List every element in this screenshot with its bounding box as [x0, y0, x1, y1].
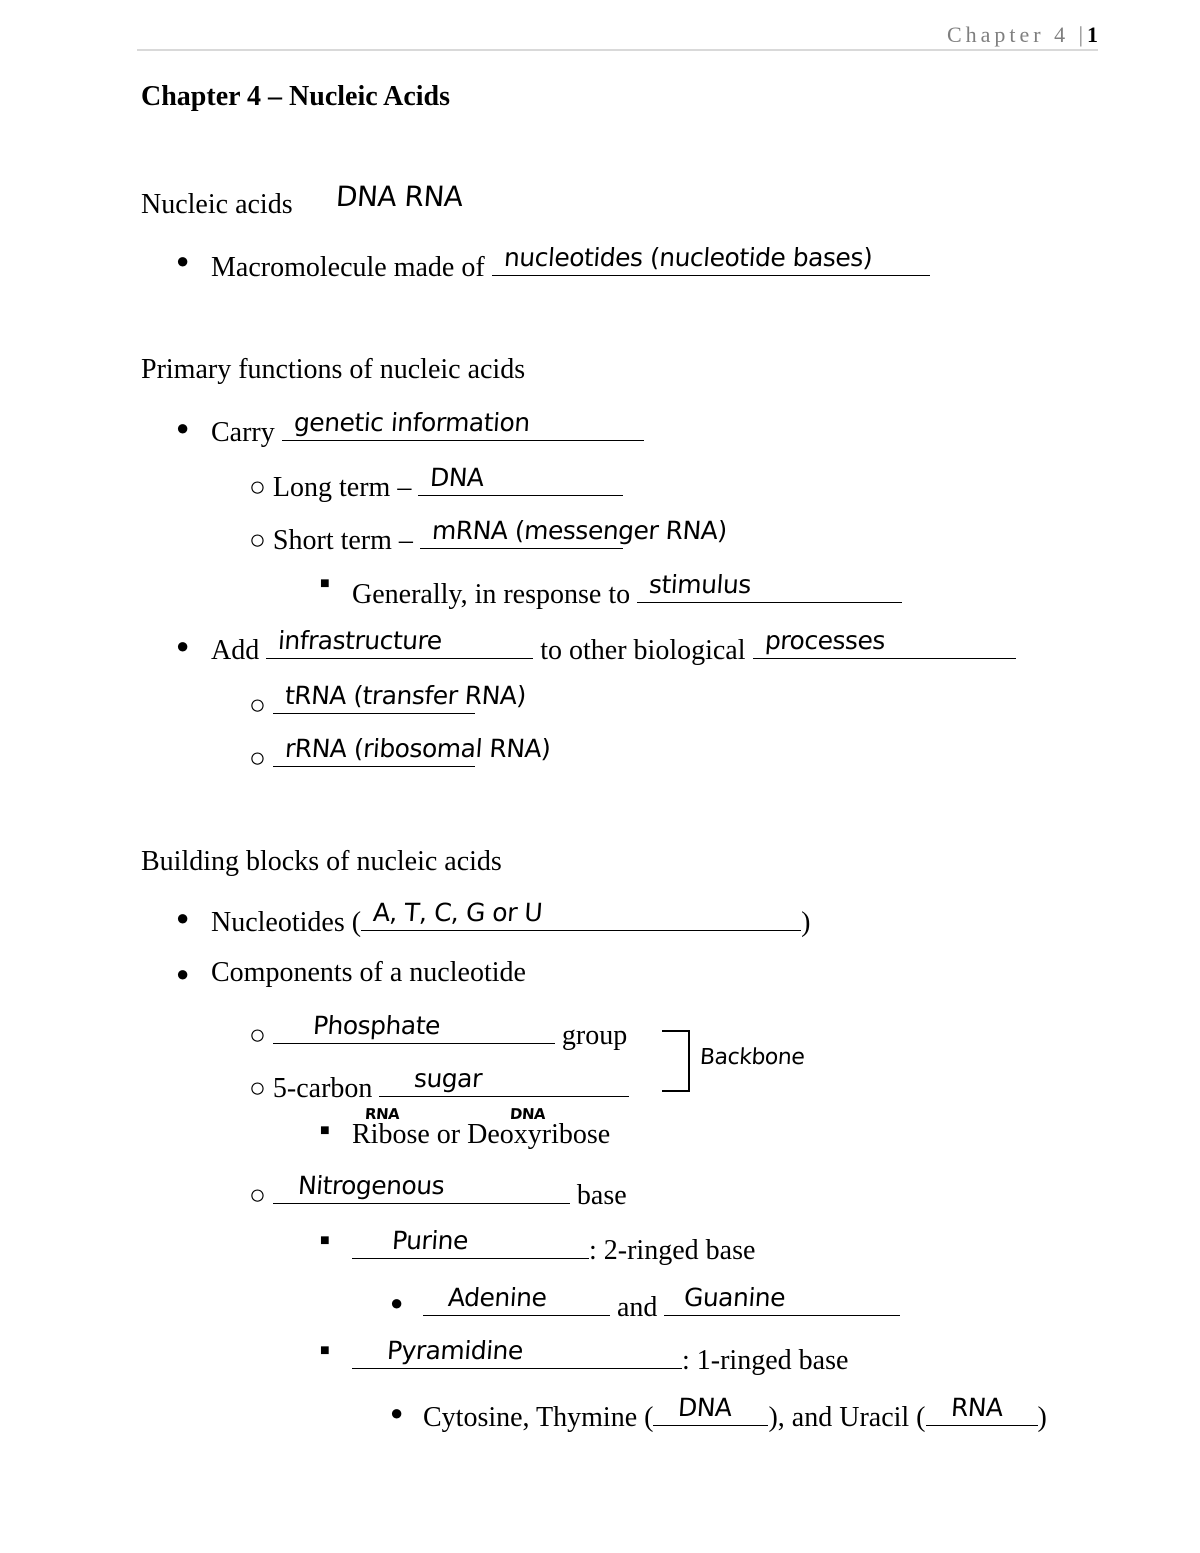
text: Macromolecule made of	[211, 252, 485, 283]
handwriting-answer: RNA	[949, 1393, 1004, 1422]
handwriting-answer: Guanine	[683, 1283, 787, 1312]
answer-blank	[753, 628, 1016, 659]
answer-blank	[273, 681, 527, 714]
text: )	[801, 907, 811, 938]
answer-blank	[418, 465, 623, 496]
handwriting-answer: sugar	[413, 1064, 484, 1093]
text: Long term –	[272, 472, 412, 503]
text: base	[576, 1180, 627, 1211]
answer-blank	[282, 410, 644, 441]
nucleic-acids-label: Nucleic acids	[141, 189, 293, 220]
handwriting-answer: mRNA (messenger RNA)	[430, 516, 728, 545]
text: Carry	[211, 417, 275, 448]
line-components: Components of a nucleotide	[211, 957, 526, 988]
handwriting-answer: Adenine	[447, 1283, 548, 1312]
text: Generally, in response to	[352, 579, 631, 610]
answer-blank	[266, 628, 533, 659]
answer-blank	[273, 734, 552, 767]
handwriting-answer: Pyramidine	[386, 1336, 524, 1365]
line-purine	[352, 1228, 755, 1268]
line-ribose: Ribose or Deoxyribose	[352, 1119, 611, 1150]
answer-blank	[379, 1066, 629, 1097]
line-macromolecule	[211, 245, 930, 285]
text: Add	[211, 635, 260, 666]
handwriting-dna-rna: DNA RNA	[334, 180, 464, 213]
answer-blank	[273, 1173, 570, 1204]
line-rrna: ○ rRNA (ribosomal RNA)	[249, 734, 552, 774]
bullet-icon: ●	[390, 1290, 404, 1315]
section-heading-building-blocks: Building blocks of nucleic acids	[141, 846, 502, 877]
handwriting-answer: processes	[763, 626, 886, 655]
header-rule	[137, 49, 1098, 51]
section-heading-functions: Primary functions of nucleic acids	[141, 354, 526, 385]
page-header: Chapter 4 |1	[946, 22, 1098, 47]
text: Short term –	[272, 525, 413, 556]
header-chapter: Chapter 4	[946, 22, 1070, 47]
handwriting-answer: A, T, C, G or U	[372, 898, 544, 927]
handwriting-answer: stimulus	[648, 570, 752, 599]
bullet-icon: ●	[176, 905, 190, 930]
bracket-mark	[662, 1030, 690, 1092]
text: Cytosine, Thymine (	[423, 1402, 654, 1433]
handwriting-dna-note: DNA	[509, 1105, 546, 1123]
handwriting-answer: DNA	[677, 1393, 734, 1422]
handwriting-answer: rRNA (ribosomal RNA)	[283, 734, 552, 763]
text: )	[1037, 1402, 1047, 1433]
text: and	[617, 1292, 658, 1323]
page-title: Chapter 4 – Nucleic Acids	[141, 81, 451, 112]
answer-blank	[352, 1338, 682, 1369]
handwriting-answer: infrastructure	[277, 626, 443, 655]
line-5-carbon: ○ 5-carbon sugar	[249, 1066, 629, 1106]
square-bullet-icon: ■	[320, 1122, 330, 1139]
line-adenine-guanine	[423, 1285, 900, 1325]
answer-blank	[664, 1285, 900, 1316]
answer-blank	[423, 1285, 610, 1316]
square-bullet-icon: ■	[320, 1232, 330, 1249]
handwriting-answer: Purine	[391, 1226, 469, 1255]
handwriting-answer: nucleotides (nucleotide bases)	[502, 243, 873, 272]
answer-blank	[637, 572, 902, 603]
line-trna: ○ tRNA (transfer RNA)	[249, 681, 527, 721]
line-phosphate: ○ Phosphate group	[249, 1011, 628, 1051]
handwriting-rna-note: RNA	[364, 1105, 400, 1123]
line-short-term: ○ Short term – mRNA (messenger RNA)	[249, 516, 728, 556]
text: : 2-ringed base	[589, 1235, 756, 1266]
text: Nucleotides (	[211, 907, 362, 938]
answer-blank	[361, 900, 801, 931]
square-bullet-icon: ■	[320, 1342, 330, 1359]
bullet-icon: ●	[176, 633, 190, 658]
bullet-icon: ●	[176, 415, 190, 440]
line-nitrogenous: ○ Nitrogenous base	[249, 1171, 627, 1211]
line-add	[211, 628, 1016, 668]
text: group	[561, 1020, 628, 1051]
text: ), and Uracil (	[768, 1402, 926, 1433]
answer-blank	[926, 1395, 1038, 1426]
line-cytosine	[423, 1395, 1047, 1435]
line-carry	[211, 410, 644, 450]
line-nucleotides	[211, 900, 810, 940]
page-number: 1	[1087, 22, 1098, 47]
text: 5-carbon	[272, 1073, 373, 1104]
bullet-icon: ●	[390, 1400, 404, 1425]
bullet-icon: ●	[176, 961, 190, 986]
square-bullet-icon: ■	[320, 575, 330, 592]
answer-blank	[273, 1013, 555, 1044]
answer-blank	[653, 1395, 768, 1426]
handwriting-answer: tRNA (transfer RNA)	[283, 681, 527, 710]
line-pyrimidine	[352, 1338, 848, 1378]
line-generally	[352, 572, 902, 612]
handwriting-answer: DNA	[429, 463, 485, 492]
handwriting-answer: Nitrogenous	[296, 1171, 446, 1200]
handwriting-answer: genetic information	[292, 408, 531, 437]
handwriting-backbone: Backbone	[699, 1045, 806, 1070]
line-long-term: ○ Long term – DNA	[249, 465, 623, 505]
answer-blank	[492, 245, 930, 276]
answer-blank	[352, 1228, 589, 1259]
text: to other biological	[540, 635, 746, 666]
handwriting-answer: Phosphate	[311, 1011, 441, 1040]
bullet-icon: ●	[176, 248, 190, 273]
text: : 1-ringed base	[682, 1345, 849, 1376]
